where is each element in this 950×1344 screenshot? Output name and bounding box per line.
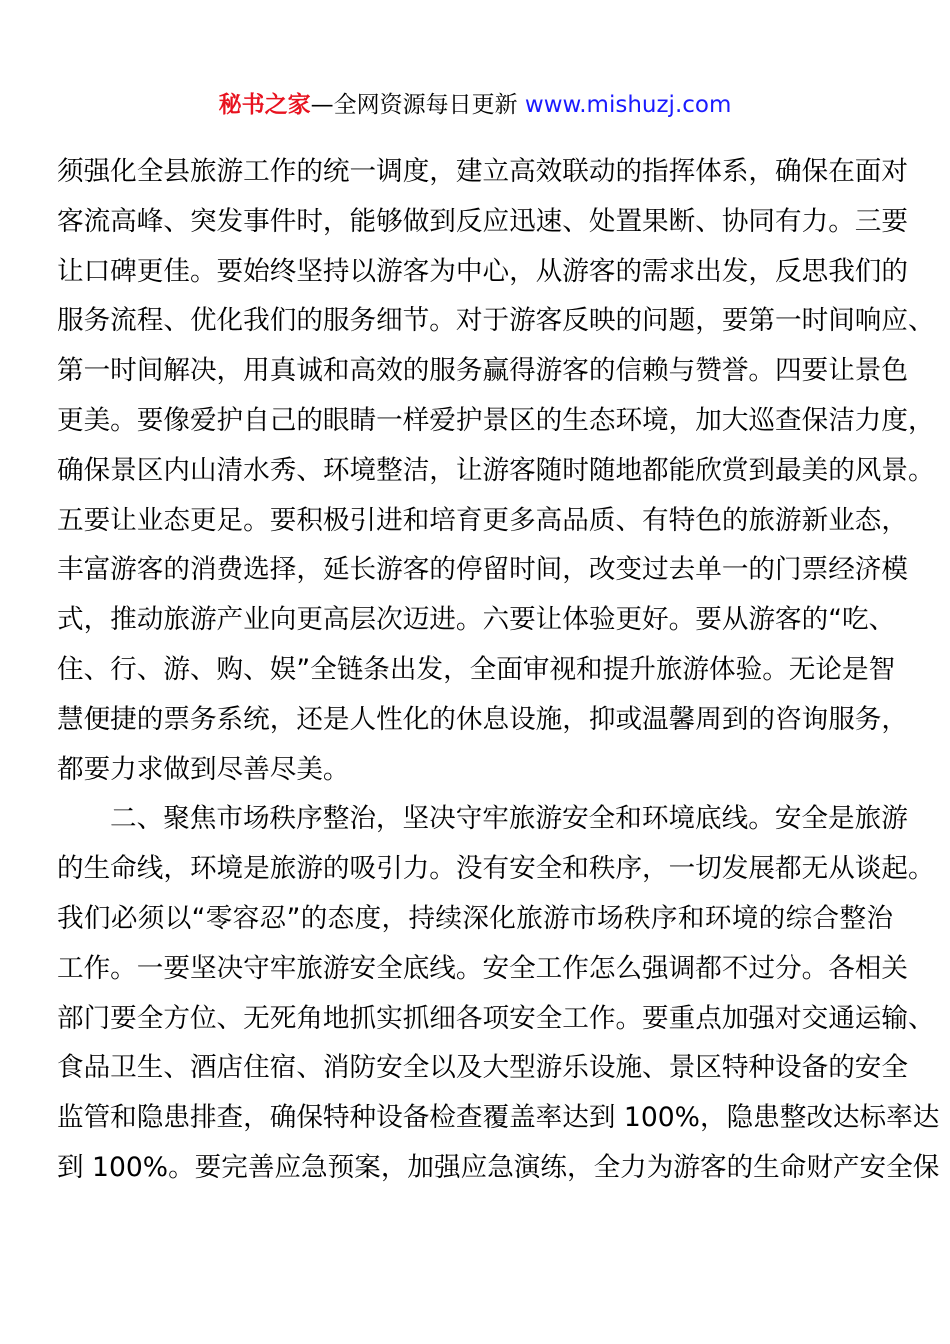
text-line: 的生命线，环境是旅游的吸引力。没有安全和秩序，一切发展都无从谈起。 xyxy=(57,853,935,885)
text-line: 到 100%。要完善应急预案，加强应急演练，全力为游客的生命财产安全保 xyxy=(57,1151,940,1183)
text-line: 五要让业态更足。要积极引进和培育更多高品质、有特色的旅游新业态， xyxy=(57,504,908,536)
page-header xyxy=(0,88,950,122)
text-line: 监管和隐患排查，确保特种设备检查覆盖率达到 100%，隐患整改达标率达 xyxy=(57,1102,940,1134)
header-tagline: —全网资源每日更新 xyxy=(310,92,518,118)
text-line: 慧便捷的票务系统，还是人性化的休息设施，抑或温馨周到的咨询服务， xyxy=(57,703,908,735)
text-line: 第一时间解决，用真诚和高效的服务赢得游客的信赖与赞誉。四要让景色 xyxy=(57,355,908,387)
text-line: 服务流程、优化我们的服务细节。对于游客反映的问题，要第一时间响应、 xyxy=(57,305,935,337)
text-line: 客流高峰、突发事件时，能够做到反应迅速、处置果断、协同有力。三要 xyxy=(57,205,908,237)
text-line: 丰富游客的消费选择，延长游客的停留时间，改变过去单一的门票经济模 xyxy=(57,554,908,586)
text-line: 食品卫生、酒店住宿、消防安全以及大型游乐设施、景区特种设备的安全 xyxy=(57,1052,908,1084)
text-line: 更美。要像爱护自己的眼睛一样爱护景区的生态环境，加大巡查保洁力度， xyxy=(57,404,935,436)
text-line: 我们必须以“零容忍”的态度，持续深化旅游市场秩序和环境的综合整治 xyxy=(57,902,893,934)
document-body xyxy=(57,147,940,1193)
text-line: 都要力求做到尽善尽美。 xyxy=(57,753,350,785)
section-heading-line: 二、聚焦市场秩序整治，坚决守牢旅游安全和环境底线。安全是旅游 xyxy=(110,803,908,835)
text-line: 住、行、游、购、娱”全链条出发，全面审视和提升旅游体验。无论是智 xyxy=(57,653,896,685)
text-line: 式，推动旅游产业向更高层次迈进。六要让体验更好。要从游客的“吃、 xyxy=(57,604,896,636)
text-line: 部门要全方位、无死角地抓实抓细各项安全工作。要重点加强对交通运输、 xyxy=(57,1002,935,1034)
text-line: 工作。一要坚决守牢旅游安全底线。安全工作怎么强调都不过分。各相关 xyxy=(57,952,908,984)
text-line: 让口碑更佳。要始终坚持以游客为中心，从游客的需求出发，反思我们的 xyxy=(57,255,908,287)
header-brand: 秘书之家 xyxy=(218,92,311,118)
text-line: 须强化全县旅游工作的统一调度，建立高效联动的指挥体系，确保在面对 xyxy=(57,156,908,187)
header-url-link[interactable]: www.mishuzj.com xyxy=(524,92,732,118)
text-line: 确保景区内山清水秀、环境整洁，让游客随时随地都能欣赏到最美的风景。 xyxy=(57,454,935,486)
